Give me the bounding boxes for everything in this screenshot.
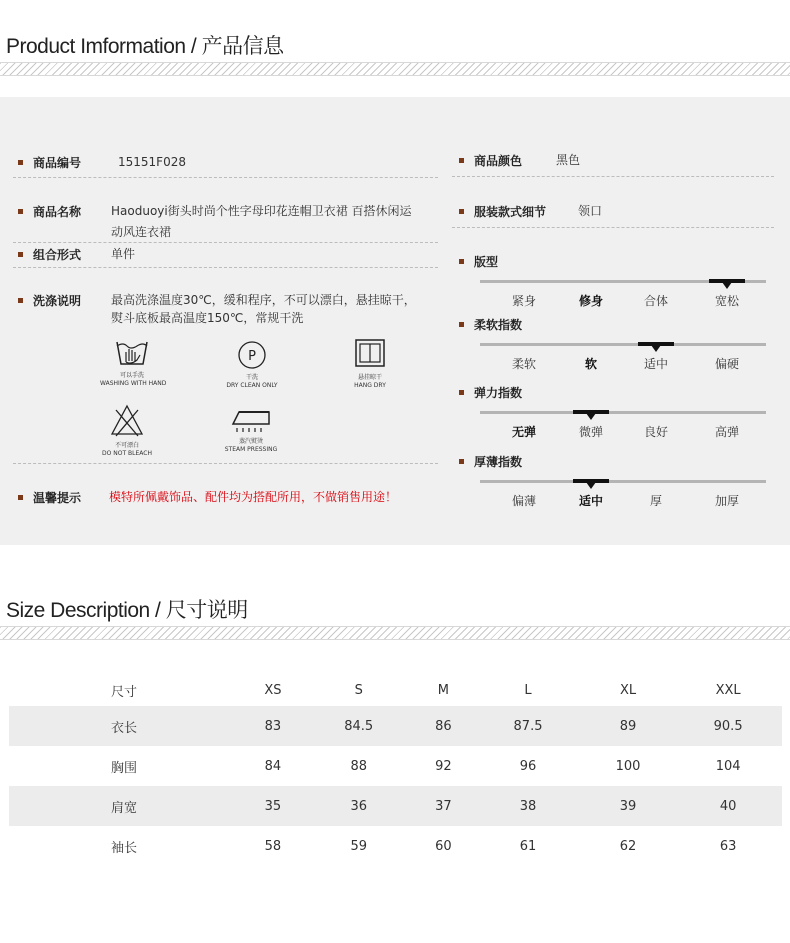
no-bleach-icon: 不可漂白 DO NOT BLEACH <box>95 404 159 458</box>
table-cell: 90.5 <box>713 718 743 734</box>
size-header-cell: M <box>437 682 449 698</box>
info-value: 15151F028 <box>118 155 186 169</box>
table-cell: 60 <box>435 838 452 854</box>
table-cell: 38 <box>519 798 537 814</box>
row-divider <box>13 463 438 464</box>
row-label: 袖长 <box>111 840 138 856</box>
scale-option: 紧身 <box>511 294 536 308</box>
size-table-header <box>9 674 782 706</box>
info-row-tip <box>18 489 81 506</box>
bullet-icon <box>459 459 464 464</box>
scale-option: 高弹 <box>714 425 739 439</box>
info-row-item-number <box>18 154 81 171</box>
scale-option: 修身 <box>578 294 603 308</box>
row-label: 肩宽 <box>111 800 138 816</box>
info-row-combination <box>18 246 81 263</box>
table-cell: 39 <box>619 798 637 814</box>
size-header-cell: 尺寸 <box>111 684 138 700</box>
scale-option: 微弹 <box>578 425 603 439</box>
size-header-cell: XS <box>264 682 282 698</box>
scale-title-2 <box>459 384 522 401</box>
table-cell: 62 <box>619 838 637 854</box>
scale-option: 柔软 <box>511 357 536 371</box>
scale-option: 良好 <box>643 425 668 439</box>
svg-text:P: P <box>248 349 256 364</box>
bullet-icon <box>459 322 464 327</box>
scale-option: 适中 <box>643 357 668 371</box>
info-label: 洗涤说明 <box>33 294 82 308</box>
scale-label: 柔软指数 <box>474 318 523 332</box>
info-value-line1: Haoduoyi街头时尚个性字母印花连帽卫衣裙 百搭休闲运 <box>111 204 412 218</box>
info-row-wash <box>18 292 81 309</box>
steam-iron-icon: 蒸汽熨烫 STEAM PRESSING <box>218 406 284 454</box>
row-divider <box>13 177 438 178</box>
table-cell: 63 <box>719 838 737 854</box>
hang-dry-icon: 悬挂晾干 HANG DRY <box>340 338 400 390</box>
scale-label: 弹力指数 <box>474 386 523 400</box>
row-divider <box>452 176 774 177</box>
table-row <box>9 706 782 746</box>
hatch-divider <box>0 62 790 76</box>
size-header-cell: L <box>524 682 532 698</box>
table-cell: 100 <box>615 758 641 774</box>
info-label: 商品编号 <box>33 156 82 170</box>
table-cell: 36 <box>350 798 367 814</box>
table-cell: 88 <box>350 758 367 774</box>
table-cell: 87.5 <box>513 718 543 734</box>
table-cell: 58 <box>264 838 282 854</box>
table-row <box>9 826 782 866</box>
info-row-color <box>459 152 522 169</box>
table-cell: 86 <box>435 718 452 734</box>
dry-clean-icon: P 干洗 DRY CLEAN ONLY <box>220 340 284 390</box>
scale-option: 合体 <box>643 294 668 308</box>
size-table <box>9 674 782 866</box>
info-label: 商品名称 <box>33 205 82 219</box>
size-description-title: Size Description / 尺寸说明 <box>6 599 248 622</box>
bullet-icon <box>459 390 464 395</box>
row-divider <box>13 267 438 268</box>
info-value-line1: 最高洗涤温度30℃，缓和程序，不可以漂白，悬挂晾干， <box>111 293 416 307</box>
size-header-cell: XL <box>619 682 637 698</box>
info-value: 黑色 <box>556 153 581 167</box>
info-label: 组合形式 <box>33 248 82 262</box>
scale-pointer-icon <box>722 282 732 289</box>
row-label: 衣长 <box>111 720 138 736</box>
scale-bar <box>480 480 766 483</box>
info-row-product-name <box>18 203 81 220</box>
size-header-cell: XXL <box>715 682 741 698</box>
scale-option: 适中 <box>578 494 603 508</box>
scale-option: 偏薄 <box>511 494 536 508</box>
bullet-icon <box>459 259 464 264</box>
table-cell: 83 <box>264 718 282 734</box>
table-cell: 35 <box>264 798 282 814</box>
bullet-icon <box>18 209 23 214</box>
scale-bar <box>480 411 766 414</box>
row-label: 胸围 <box>111 760 138 776</box>
bullet-icon <box>18 160 23 165</box>
scale-title-0 <box>459 253 498 270</box>
scale-option: 厚 <box>649 494 662 508</box>
info-label: 商品颜色 <box>474 154 523 168</box>
table-cell: 89 <box>619 718 637 734</box>
scale-option: 偏硬 <box>714 357 739 371</box>
table-row <box>9 746 782 786</box>
info-label: 服装款式细节 <box>474 205 547 219</box>
table-cell: 84.5 <box>344 718 374 734</box>
info-row-detail <box>459 203 546 220</box>
scale-bar <box>480 343 766 346</box>
bullet-icon <box>18 298 23 303</box>
size-header-cell: S <box>354 682 363 698</box>
info-value: 领口 <box>578 204 603 218</box>
bullet-icon <box>459 209 464 214</box>
table-cell: 37 <box>435 798 452 814</box>
info-value-line2: 动风连衣裙 <box>111 225 172 239</box>
scale-option: 加厚 <box>714 494 739 508</box>
row-divider <box>452 227 774 228</box>
scale-option: 无弹 <box>511 425 536 439</box>
info-value-line2: 熨斗底板最高温度150℃，常规干洗 <box>111 311 304 325</box>
bullet-icon <box>459 158 464 163</box>
info-value: 单件 <box>111 247 136 261</box>
hand-wash-icon: 可以手洗 WASHING WITH HAND <box>100 338 164 388</box>
scale-option: 软 <box>584 357 597 371</box>
table-cell: 40 <box>719 798 737 814</box>
scale-label: 版型 <box>474 255 499 269</box>
scale-option: 宽松 <box>714 294 739 308</box>
scale-pointer-icon <box>586 482 596 489</box>
info-label: 温馨提示 <box>33 491 82 505</box>
scale-pointer-icon <box>651 345 661 352</box>
row-divider <box>13 242 438 243</box>
table-cell: 59 <box>350 838 367 854</box>
table-row <box>9 786 782 826</box>
bullet-icon <box>18 495 23 500</box>
table-cell: 84 <box>264 758 282 774</box>
table-cell: 92 <box>435 758 452 774</box>
bullet-icon <box>18 252 23 257</box>
scale-title-3 <box>459 453 522 470</box>
table-cell: 96 <box>519 758 537 774</box>
scale-pointer-icon <box>586 413 596 420</box>
table-cell: 104 <box>715 758 741 774</box>
product-info-title: Product Imformation / 产品信息 <box>6 35 284 58</box>
hatch-divider <box>0 626 790 640</box>
table-cell: 61 <box>519 838 537 854</box>
warning-text: 模特所佩戴饰品、配件均为搭配所用，不做销售用途！ <box>109 490 398 504</box>
scale-label: 厚薄指数 <box>474 455 523 469</box>
scale-title-1 <box>459 316 522 333</box>
